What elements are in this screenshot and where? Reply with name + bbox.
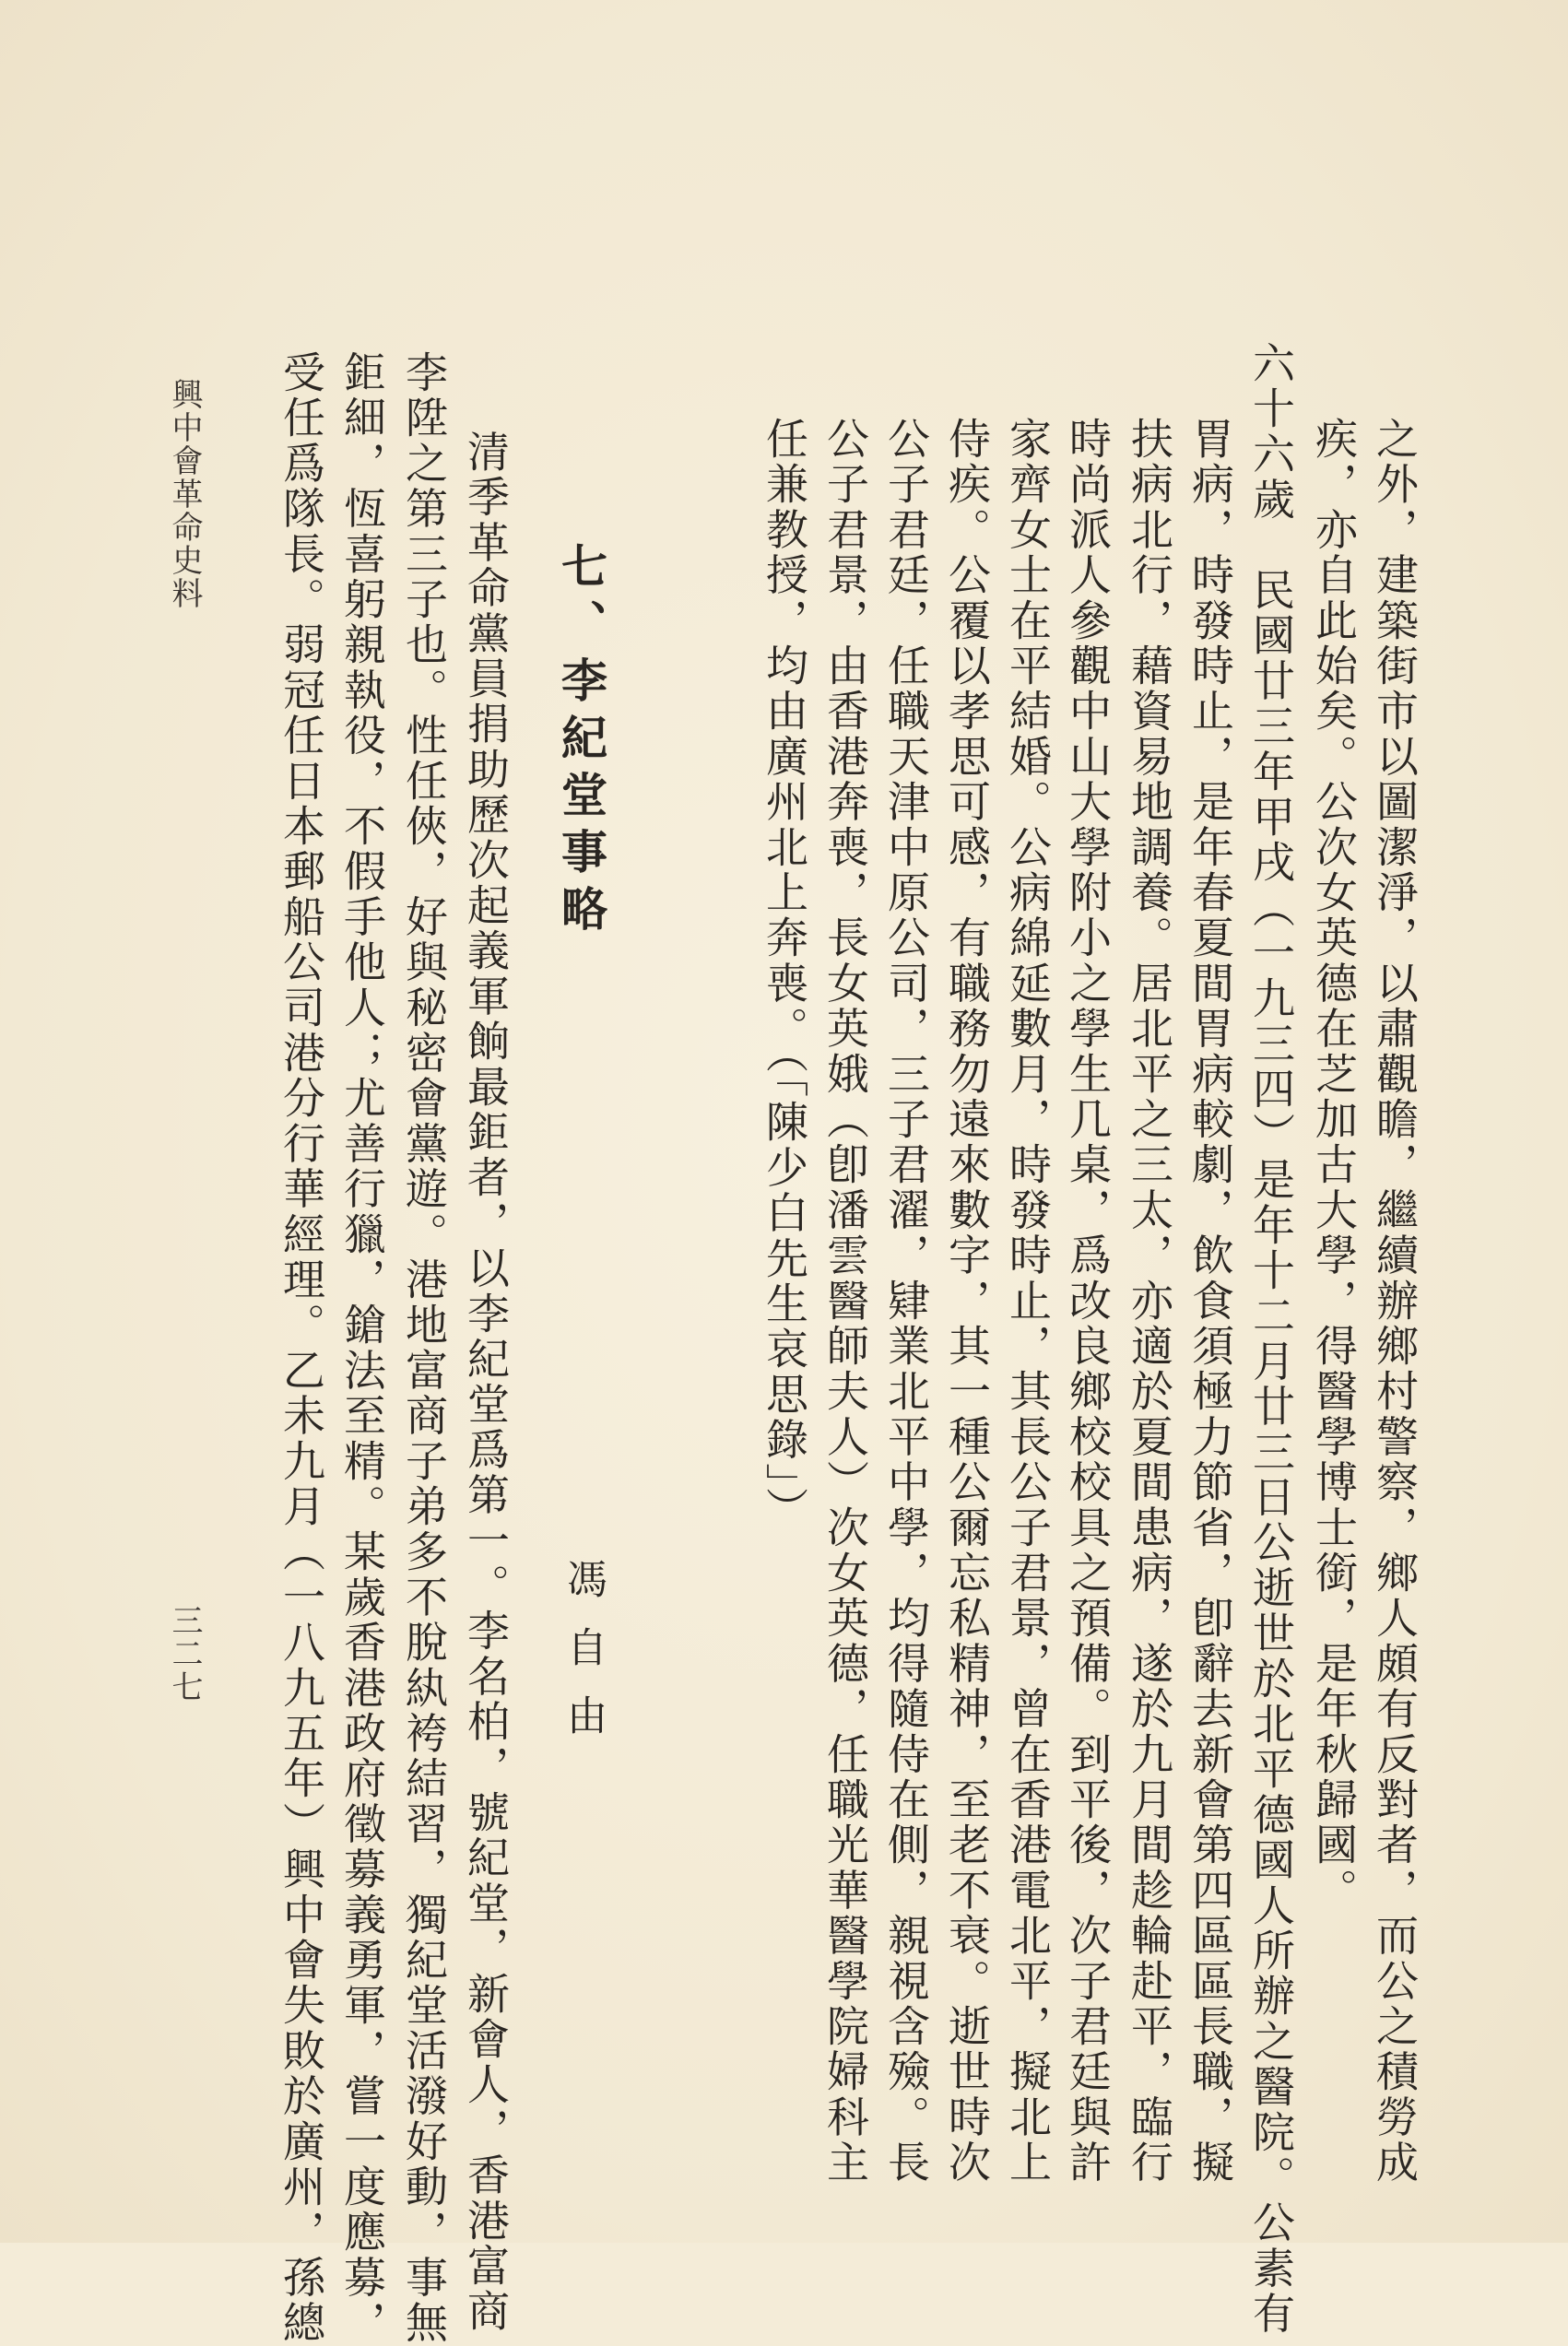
text-column-2: 疾，亦自此始矣。公次女英德在芝加古大學，得醫學博士銜，是年秋歸國。	[1309, 417, 1359, 1914]
text-column-4: 胃病，時發時止，是年春夏間胃病較劇，飲食須極力節省，卽辭去新會第四區區長職，擬	[1185, 417, 1235, 2186]
page-number: 三二七	[166, 1604, 203, 1704]
section-column-2: 李陞之第三子也。性任俠，好與秘密會黨遊。港地富商子弟多不脫紈袴結習，獨紀堂活潑好動，事無	[399, 350, 449, 2346]
section-title: 七、李紀堂事略	[554, 542, 608, 942]
text-column-7: 家齊女士在平結婚。公病綿延數月，時發時止，其長公子君景，曾在香港電北平，擬北上	[1003, 417, 1053, 2186]
text-column-11: 任兼教授，均由廣州北上奔喪。（「陳少白先生哀思錄」）	[760, 417, 809, 1533]
section-author: 馮自由	[560, 1558, 607, 1762]
section-column-3: 鉅細，恆喜躬親執役，不假手他人；尤善行獵，鎗法至精。某歲香港政府徵募義勇軍，嘗一度應募，	[337, 350, 387, 2346]
text-column-8: 侍疾。公覆以孝思可感，有職務勿遠來數字，其一種公爾忘私精神，至老不衰。逝世時次	[942, 417, 992, 2186]
running-title: 興中會革命史料	[166, 378, 203, 610]
text-column-1: 之外，建築街市以圖潔淨，以肅觀瞻，繼續辦鄉村警察，鄉人頗有反對者，而公之積勞成	[1370, 417, 1420, 2186]
show-through-text	[1438, 277, 1499, 322]
text-column-5: 扶病北行，藉資易地調養。居北平之三太，亦適於夏間患病，遂於九月間趁輪赴平，臨行	[1125, 417, 1174, 2186]
section-column-4: 受任爲隊長。弱冠任日本郵船公司港分行華經理。乙未九月（一八九五年）興中會失敗於廣州，孫總	[277, 350, 326, 2346]
text-column-9: 公子君廷，任職天津中原公司，三子君濯，肄業北平中學，均得隨侍在側，親視含殮。長	[881, 417, 931, 2186]
section-column-1: 清季革命黨員捐助歷次起義軍餉最鉅者，以李紀堂爲第一。李名柏，號紀堂，新會人，香港富商	[461, 430, 511, 2335]
text-column-10: 公子君景，由香港奔喪，長女英娥（卽潘雲醫師夫人）次女英德，任職光華醫學院婦科主	[820, 417, 870, 2186]
text-column-6: 時尚派人參觀中山大學附小之學生几桌，爲改良鄉校校具之預備。到平後，次子君廷與許	[1063, 417, 1113, 2186]
text-column-3: 六十六歲 民國廿三年甲戌（一九三四）是年十二月廿三日公逝世於北平德國人所辦之醫院。公素有	[1246, 341, 1296, 2337]
